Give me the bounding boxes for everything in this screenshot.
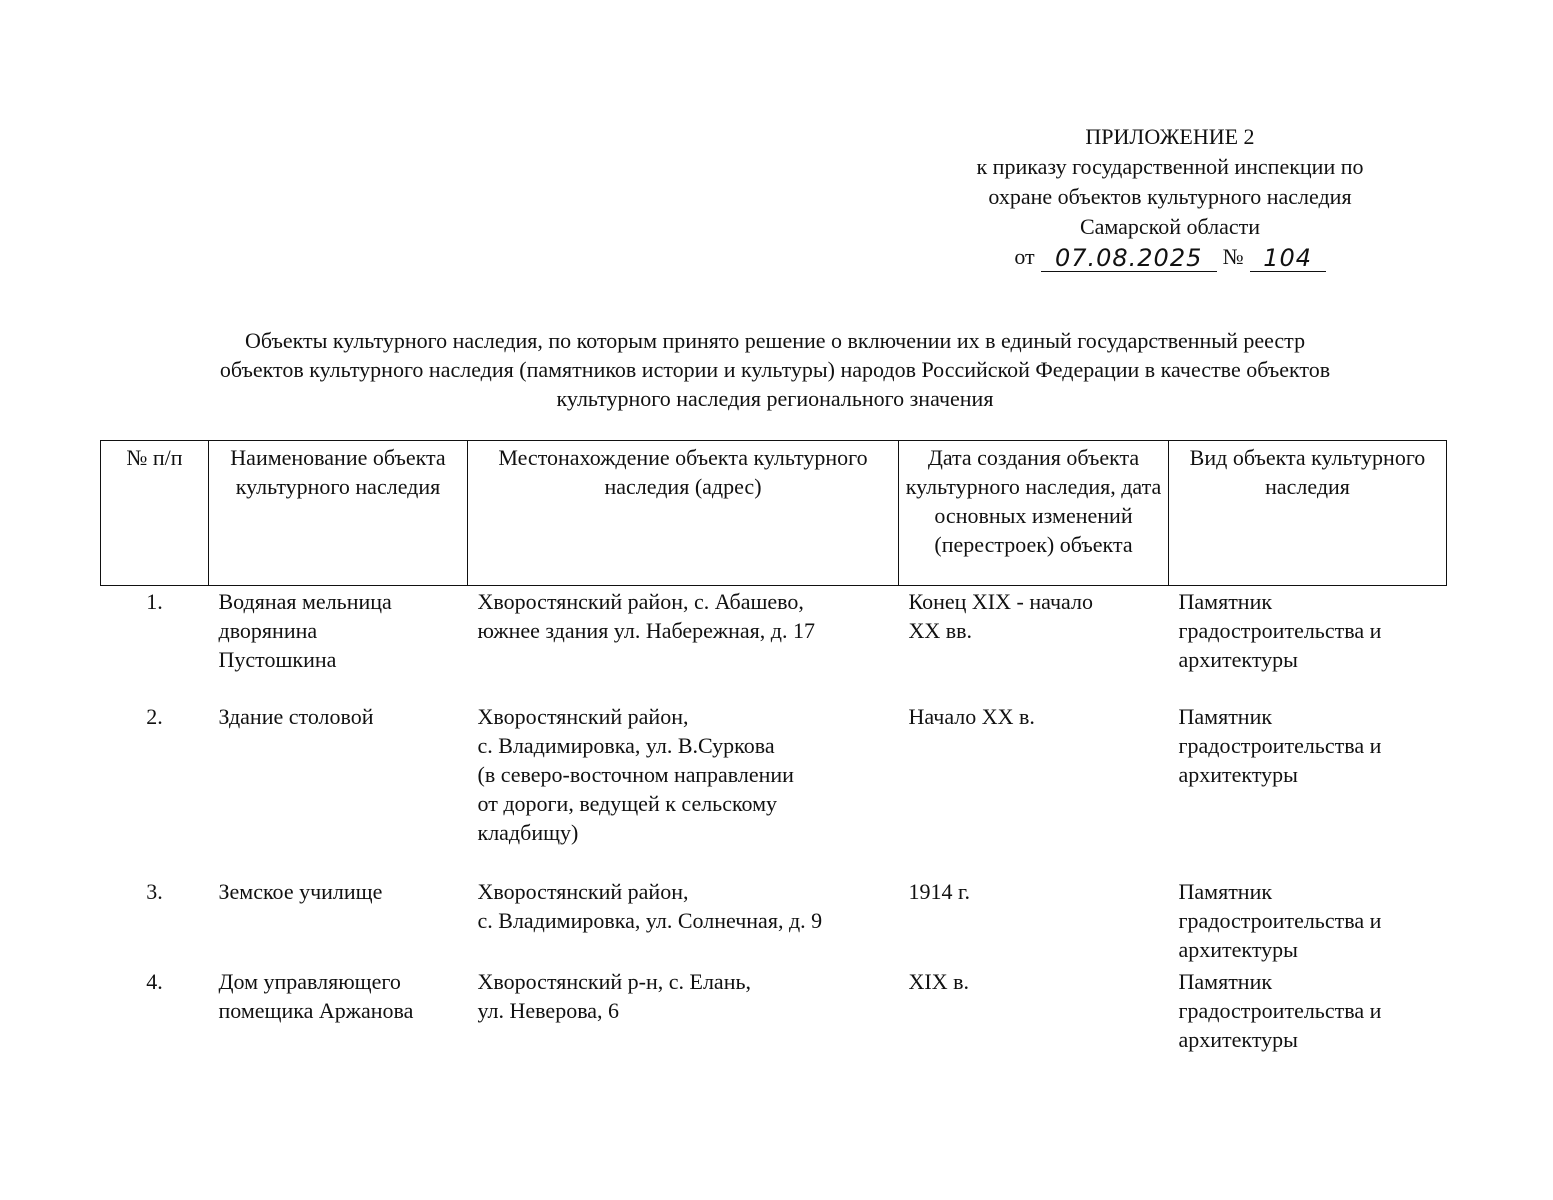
row-address: Хворостянский район, с. Владимировка, ул. Солнечная, д. 9	[477, 879, 823, 933]
row-address: Хворостянский район, с. Владимировка, ул. В.Суркова (в северо-восточном направлении от дороги, ведущей к сельскому кладбищу)	[477, 704, 794, 845]
row-type: Памятник градостроительства и архитектуры	[1178, 704, 1382, 787]
title-line-3: культурного наследия регионального значения	[556, 386, 994, 411]
table-header-row	[101, 441, 1447, 586]
title-line-1: Объекты культурного наследия, по которым принято решение о включении их в единый государственный реестр	[244, 328, 1306, 353]
appendix-line-3: Самарской области	[1079, 214, 1261, 239]
header-date: Дата создания объекта культурного наследия, дата основных изменений (перестроек) объекта	[899, 441, 1169, 586]
row-type: Памятник градостроительства и архитектуры	[1178, 589, 1382, 672]
row-date: XIX в.	[908, 969, 969, 994]
header-type: Вид объекта культурного наследия	[1169, 441, 1447, 586]
appendix-line-2: охране объектов культурного наследия	[988, 184, 1352, 209]
title-line-2: объектов культурного наследия (памятников истории и культуры) народов Российской Федерации в качестве объектов	[219, 357, 1331, 382]
appendix-title: ПРИЛОЖЕНИЕ 2	[1085, 124, 1255, 149]
row-address: Хворостянский р-н, с. Елань, ул. Неверова, 6	[477, 969, 752, 1023]
table-row	[101, 701, 1447, 876]
row-number: 1.	[146, 589, 163, 614]
date-prefix: от	[1014, 244, 1035, 269]
row-name: Дом управляющего помещика Аржанова	[218, 969, 414, 1023]
order-date-handwritten: 07.08.2025	[1041, 245, 1217, 272]
order-date-line	[930, 242, 1410, 272]
table-row	[101, 876, 1447, 966]
row-name: Водяная мельница дворянина Пустошкина	[218, 589, 392, 672]
header-address: Местонахождение объекта культурного наследия (адрес)	[468, 441, 899, 586]
row-address: Хворостянский район, с. Абашево, южнее здания ул. Набережная, д. 17	[477, 589, 815, 643]
row-name: Здание столовой	[218, 704, 374, 729]
table-row	[101, 966, 1447, 1057]
row-date: Начало XX в.	[908, 704, 1035, 729]
number-prefix: №	[1222, 244, 1244, 269]
header-number: № п/п	[101, 441, 209, 586]
order-number-handwritten: 104	[1250, 245, 1326, 272]
row-number: 4.	[146, 969, 163, 994]
document-title	[100, 326, 1450, 413]
row-date: 1914 г.	[908, 879, 971, 904]
row-number: 2.	[146, 704, 163, 729]
heritage-table	[100, 440, 1447, 1057]
header-name: Наименование объекта культурного наследия	[209, 441, 468, 586]
row-date: Конец XIX - начало XX вв.	[908, 589, 1093, 643]
row-type: Памятник градостроительства и архитектуры	[1178, 879, 1382, 962]
appendix-line-1: к приказу государственной инспекции по	[976, 154, 1364, 179]
table-row	[101, 586, 1447, 702]
appendix-header	[930, 122, 1410, 272]
row-name: Земское училище	[218, 879, 383, 904]
row-type: Памятник градостроительства и архитектуры	[1178, 969, 1382, 1052]
row-number: 3.	[146, 879, 163, 904]
